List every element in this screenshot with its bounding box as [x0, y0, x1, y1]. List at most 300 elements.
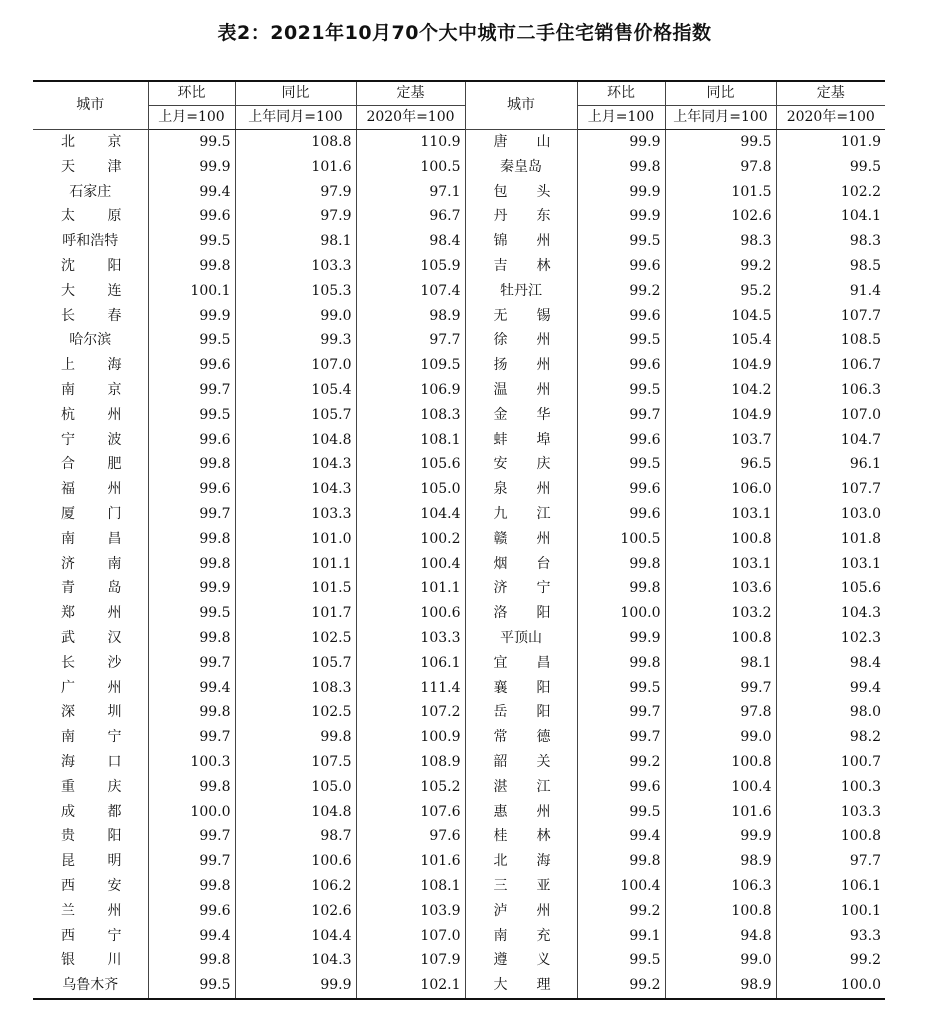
left-yoy-value: 97.9 [235, 204, 356, 229]
left-city-name: 济南 [61, 555, 122, 572]
yoy-column-header-right: 同比 [665, 81, 776, 106]
left-fixed-value: 100.2 [356, 527, 465, 552]
right-fixed-value: 100.7 [776, 750, 885, 775]
left-fixed-value: 111.4 [356, 676, 465, 701]
left-mom-value: 99.9 [148, 304, 235, 329]
left-yoy-value: 108.8 [235, 130, 356, 155]
right-yoy-value: 100.8 [665, 899, 776, 924]
right-mom-value: 99.8 [577, 849, 665, 874]
right-fixed-value: 103.1 [776, 552, 885, 577]
right-fixed-value: 107.7 [776, 477, 885, 502]
table-row [33, 477, 885, 502]
table-row [33, 304, 885, 329]
left-mom-value: 99.6 [148, 353, 235, 378]
left-fixed-value: 103.9 [356, 899, 465, 924]
table-row [33, 254, 885, 279]
left-yoy-value: 101.6 [235, 155, 356, 180]
right-mom-value: 100.0 [577, 601, 665, 626]
table-row [33, 204, 885, 229]
right-mom-value: 99.6 [577, 502, 665, 527]
right-yoy-value: 104.9 [665, 353, 776, 378]
right-yoy-value: 106.3 [665, 874, 776, 899]
right-fixed-value: 99.2 [776, 948, 885, 973]
right-city-name: 九江 [465, 502, 577, 527]
right-yoy-value: 104.2 [665, 378, 776, 403]
table-row [33, 750, 885, 775]
left-mom-value: 99.6 [148, 428, 235, 453]
left-city-name: 石家庄 [69, 183, 112, 200]
table-row [33, 824, 885, 849]
left-city-name: 南京 [61, 381, 122, 398]
right-mom-value: 99.2 [577, 973, 665, 999]
right-yoy-value: 101.5 [665, 180, 776, 205]
right-fixed-value: 104.1 [776, 204, 885, 229]
mom-base-header-left: 上月=100 [148, 106, 235, 130]
left-fixed-value: 98.9 [356, 304, 465, 329]
left-city-name: 青岛 [61, 580, 122, 597]
table-row [33, 328, 885, 353]
right-yoy-value: 100.4 [665, 775, 776, 800]
right-fixed-value: 98.5 [776, 254, 885, 279]
left-yoy-value: 105.7 [235, 403, 356, 428]
right-fixed-value: 91.4 [776, 279, 885, 304]
table-row [33, 924, 885, 949]
right-city-name: 温州 [465, 378, 577, 403]
left-city-name: 合肥 [61, 456, 122, 473]
right-city-name: 赣州 [465, 527, 577, 552]
left-mom-value: 100.0 [148, 800, 235, 825]
left-fixed-value: 108.1 [356, 874, 465, 899]
right-fixed-value: 99.4 [776, 676, 885, 701]
right-city-name: 烟台 [465, 552, 577, 577]
table-row [33, 700, 885, 725]
right-yoy-value: 103.2 [665, 601, 776, 626]
yoy-base-header-right: 上年同月=100 [665, 106, 776, 130]
right-fixed-value: 106.7 [776, 353, 885, 378]
right-fixed-value: 101.9 [776, 130, 885, 155]
right-yoy-value: 101.6 [665, 800, 776, 825]
left-yoy-value: 107.0 [235, 353, 356, 378]
right-mom-value: 99.6 [577, 477, 665, 502]
mom-base-header-right: 上月=100 [577, 106, 665, 130]
left-city-name: 银川 [61, 952, 122, 969]
left-yoy-value: 107.5 [235, 750, 356, 775]
left-yoy-value: 108.3 [235, 676, 356, 701]
right-yoy-value: 98.9 [665, 849, 776, 874]
left-fixed-value: 105.9 [356, 254, 465, 279]
left-mom-value: 99.5 [148, 328, 235, 353]
right-mom-value: 99.8 [577, 155, 665, 180]
right-yoy-value: 98.1 [665, 651, 776, 676]
left-yoy-value: 105.4 [235, 378, 356, 403]
header-row-metrics [33, 81, 885, 106]
left-mom-value: 99.7 [148, 824, 235, 849]
left-mom-value: 99.9 [148, 576, 235, 601]
left-fixed-value: 109.5 [356, 353, 465, 378]
table-row [33, 403, 885, 428]
left-mom-value: 99.6 [148, 204, 235, 229]
right-city-name: 平顶山 [465, 626, 577, 651]
table-row [33, 676, 885, 701]
left-fixed-value: 105.6 [356, 452, 465, 477]
right-yoy-value: 95.2 [665, 279, 776, 304]
right-fixed-value: 104.7 [776, 428, 885, 453]
left-city-name: 西宁 [61, 927, 122, 944]
mom-column-header-left: 环比 [148, 81, 235, 106]
left-city-name: 成都 [61, 803, 122, 820]
left-mom-value: 99.8 [148, 700, 235, 725]
right-yoy-value: 99.0 [665, 725, 776, 750]
right-city-name: 遵义 [465, 948, 577, 973]
right-mom-value: 99.6 [577, 775, 665, 800]
left-city-name: 长春 [61, 307, 122, 324]
table-row [33, 576, 885, 601]
right-fixed-value: 107.0 [776, 403, 885, 428]
left-fixed-value: 97.1 [356, 180, 465, 205]
right-fixed-value: 104.3 [776, 601, 885, 626]
right-fixed-value: 106.3 [776, 378, 885, 403]
left-yoy-value: 105.7 [235, 651, 356, 676]
table-row [33, 651, 885, 676]
right-fixed-value: 101.8 [776, 527, 885, 552]
left-mom-value: 99.8 [148, 254, 235, 279]
right-yoy-value: 98.3 [665, 229, 776, 254]
right-yoy-value: 100.8 [665, 626, 776, 651]
left-fixed-value: 108.1 [356, 428, 465, 453]
left-yoy-value: 99.8 [235, 725, 356, 750]
left-mom-value: 99.6 [148, 477, 235, 502]
right-fixed-value: 108.5 [776, 328, 885, 353]
right-city-name: 宜昌 [465, 651, 577, 676]
right-city-name: 湛江 [465, 775, 577, 800]
table-row [33, 130, 885, 155]
right-mom-value: 99.8 [577, 651, 665, 676]
right-city-name: 丹东 [465, 204, 577, 229]
right-city-name: 安庆 [465, 452, 577, 477]
right-city-name: 泸州 [465, 899, 577, 924]
left-mom-value: 99.8 [148, 452, 235, 477]
right-city-name: 蚌埠 [465, 428, 577, 453]
right-fixed-value: 99.5 [776, 155, 885, 180]
right-mom-value: 99.9 [577, 204, 665, 229]
left-city-name: 沈阳 [61, 257, 122, 274]
left-fixed-value: 108.9 [356, 750, 465, 775]
left-fixed-value: 104.4 [356, 502, 465, 527]
table-row [33, 180, 885, 205]
right-city-name: 大理 [465, 973, 577, 999]
left-mom-value: 99.5 [148, 229, 235, 254]
right-yoy-value: 99.0 [665, 948, 776, 973]
left-fixed-value: 105.2 [356, 775, 465, 800]
table-row [33, 775, 885, 800]
left-city-name: 乌鲁木齐 [33, 973, 148, 999]
left-mom-value: 99.7 [148, 849, 235, 874]
left-city-name: 福州 [61, 481, 122, 498]
left-fixed-value: 107.6 [356, 800, 465, 825]
table-row [33, 948, 885, 973]
left-yoy-value: 103.3 [235, 254, 356, 279]
right-fixed-value: 98.0 [776, 700, 885, 725]
left-city-name: 深圳 [61, 704, 122, 721]
left-yoy-value: 102.5 [235, 626, 356, 651]
yoy-column-header-left: 同比 [235, 81, 356, 106]
table-body [33, 130, 885, 999]
right-mom-value: 99.6 [577, 254, 665, 279]
left-city-name: 郑州 [61, 605, 122, 622]
right-city-name: 南充 [465, 924, 577, 949]
left-yoy-value: 101.5 [235, 576, 356, 601]
left-mom-value: 99.5 [148, 973, 235, 999]
right-yoy-value: 105.4 [665, 328, 776, 353]
right-city-name: 韶关 [465, 750, 577, 775]
right-fixed-value: 93.3 [776, 924, 885, 949]
right-yoy-value: 104.9 [665, 403, 776, 428]
left-yoy-value: 99.9 [235, 973, 356, 999]
left-fixed-value: 101.1 [356, 576, 465, 601]
right-mom-value: 99.9 [577, 626, 665, 651]
right-mom-value: 99.5 [577, 948, 665, 973]
right-fixed-value: 100.0 [776, 973, 885, 999]
left-yoy-value: 101.1 [235, 552, 356, 577]
table-row [33, 502, 885, 527]
right-mom-value: 99.1 [577, 924, 665, 949]
left-yoy-value: 104.8 [235, 428, 356, 453]
right-fixed-value: 102.2 [776, 180, 885, 205]
right-city-name: 济宁 [465, 576, 577, 601]
right-city-name: 常德 [465, 725, 577, 750]
left-city-name: 大连 [61, 282, 122, 299]
left-yoy-value: 106.2 [235, 874, 356, 899]
left-mom-value: 99.7 [148, 502, 235, 527]
left-fixed-value: 105.0 [356, 477, 465, 502]
right-yoy-value: 99.2 [665, 254, 776, 279]
left-city-name: 武汉 [61, 629, 122, 646]
right-yoy-value: 96.5 [665, 452, 776, 477]
left-mom-value: 99.7 [148, 651, 235, 676]
table-row [33, 552, 885, 577]
left-yoy-value: 105.3 [235, 279, 356, 304]
right-yoy-value: 100.8 [665, 527, 776, 552]
right-city-name: 秦皇岛 [465, 155, 577, 180]
left-yoy-value: 101.0 [235, 527, 356, 552]
right-yoy-value: 97.8 [665, 155, 776, 180]
right-city-name: 包头 [465, 180, 577, 205]
right-city-name: 北海 [465, 849, 577, 874]
right-mom-value: 99.2 [577, 750, 665, 775]
left-city-name: 呼和浩特 [62, 233, 119, 250]
right-mom-value: 99.8 [577, 552, 665, 577]
right-fixed-value: 100.8 [776, 824, 885, 849]
left-yoy-value: 100.6 [235, 849, 356, 874]
mom-column-header-right: 环比 [577, 81, 665, 106]
left-yoy-value: 99.0 [235, 304, 356, 329]
table-row [33, 353, 885, 378]
right-yoy-value: 102.6 [665, 204, 776, 229]
left-fixed-value: 101.6 [356, 849, 465, 874]
left-city-name: 昆明 [61, 853, 122, 870]
left-mom-value: 99.7 [148, 378, 235, 403]
fixed-base-header-right: 2020年=100 [776, 106, 885, 130]
right-mom-value: 99.8 [577, 576, 665, 601]
right-mom-value: 99.7 [577, 700, 665, 725]
right-fixed-value: 106.1 [776, 874, 885, 899]
right-mom-value: 99.5 [577, 229, 665, 254]
left-mom-value: 99.7 [148, 725, 235, 750]
right-mom-value: 100.4 [577, 874, 665, 899]
left-city-name: 南宁 [61, 729, 122, 746]
left-mom-value: 99.8 [148, 626, 235, 651]
right-city-name: 泉州 [465, 477, 577, 502]
left-mom-value: 99.4 [148, 180, 235, 205]
left-city-name: 广州 [61, 679, 122, 696]
left-city-name: 北京 [61, 134, 122, 150]
right-mom-value: 99.6 [577, 428, 665, 453]
fixed-base-header-left: 2020年=100 [356, 106, 465, 130]
table-row [33, 973, 885, 999]
city-column-header-right: 城市 [465, 81, 577, 130]
right-yoy-value: 103.1 [665, 502, 776, 527]
left-yoy-value: 99.3 [235, 328, 356, 353]
left-city-name: 宁波 [61, 431, 122, 448]
right-fixed-value: 105.6 [776, 576, 885, 601]
right-fixed-value: 97.7 [776, 849, 885, 874]
yoy-base-header-left: 上年同月=100 [235, 106, 356, 130]
left-yoy-value: 102.5 [235, 700, 356, 725]
left-mom-value: 99.5 [148, 601, 235, 626]
right-city-name: 洛阳 [465, 601, 577, 626]
right-mom-value: 99.2 [577, 899, 665, 924]
right-city-name: 锦州 [465, 229, 577, 254]
table-row [33, 452, 885, 477]
table-row [33, 527, 885, 552]
right-mom-value: 99.9 [577, 180, 665, 205]
left-fixed-value: 106.1 [356, 651, 465, 676]
right-mom-value: 99.5 [577, 676, 665, 701]
left-yoy-value: 98.7 [235, 824, 356, 849]
left-city-name: 厦门 [61, 505, 122, 522]
header-row-bases [33, 106, 885, 130]
right-city-name: 惠州 [465, 800, 577, 825]
left-fixed-value: 102.1 [356, 973, 465, 999]
left-city-name: 贵阳 [61, 828, 122, 845]
price-index-table [33, 80, 885, 1000]
left-fixed-value: 97.7 [356, 328, 465, 353]
right-mom-value: 100.5 [577, 527, 665, 552]
table-row [33, 378, 885, 403]
left-mom-value: 99.5 [148, 403, 235, 428]
left-fixed-value: 100.4 [356, 552, 465, 577]
right-city-name: 牡丹江 [465, 279, 577, 304]
left-fixed-value: 107.0 [356, 924, 465, 949]
left-city-name: 南昌 [61, 530, 122, 547]
right-mom-value: 99.7 [577, 725, 665, 750]
right-mom-value: 99.5 [577, 800, 665, 825]
right-city-name: 扬州 [465, 353, 577, 378]
left-yoy-value: 98.1 [235, 229, 356, 254]
right-yoy-value: 94.8 [665, 924, 776, 949]
left-mom-value: 100.3 [148, 750, 235, 775]
right-yoy-value: 106.0 [665, 477, 776, 502]
left-yoy-value: 104.4 [235, 924, 356, 949]
left-fixed-value: 100.6 [356, 601, 465, 626]
left-city-name: 太原 [61, 208, 122, 225]
left-yoy-value: 104.8 [235, 800, 356, 825]
left-fixed-value: 103.3 [356, 626, 465, 651]
left-fixed-value: 100.5 [356, 155, 465, 180]
left-city-name: 哈尔滨 [69, 332, 112, 349]
left-yoy-value: 101.7 [235, 601, 356, 626]
right-fixed-value: 102.3 [776, 626, 885, 651]
right-mom-value: 99.5 [577, 452, 665, 477]
left-yoy-value: 104.3 [235, 948, 356, 973]
left-city-name: 杭州 [61, 406, 122, 423]
left-fixed-value: 106.9 [356, 378, 465, 403]
right-city-name: 桂林 [465, 824, 577, 849]
right-fixed-value: 98.3 [776, 229, 885, 254]
left-city-name: 海口 [61, 753, 122, 770]
right-yoy-value: 104.5 [665, 304, 776, 329]
table-row [33, 155, 885, 180]
right-mom-value: 99.2 [577, 279, 665, 304]
left-city-name: 天津 [61, 158, 122, 175]
right-city-name: 无锡 [465, 304, 577, 329]
right-mom-value: 99.9 [577, 130, 665, 155]
right-yoy-value: 97.8 [665, 700, 776, 725]
right-city-name: 唐山 [465, 130, 577, 155]
left-city-name: 西安 [61, 877, 122, 894]
left-fixed-value: 107.4 [356, 279, 465, 304]
table-row [33, 899, 885, 924]
left-fixed-value: 108.3 [356, 403, 465, 428]
right-city-name: 吉林 [465, 254, 577, 279]
left-fixed-value: 107.9 [356, 948, 465, 973]
left-fixed-value: 98.4 [356, 229, 465, 254]
right-city-name: 岳阳 [465, 700, 577, 725]
right-mom-value: 99.7 [577, 403, 665, 428]
left-city-name: 上海 [61, 357, 122, 374]
right-city-name: 襄阳 [465, 676, 577, 701]
right-mom-value: 99.4 [577, 824, 665, 849]
left-mom-value: 99.4 [148, 676, 235, 701]
right-fixed-value: 98.4 [776, 651, 885, 676]
left-yoy-value: 104.3 [235, 452, 356, 477]
right-city-name: 徐州 [465, 328, 577, 353]
left-mom-value: 99.8 [148, 552, 235, 577]
left-mom-value: 100.1 [148, 279, 235, 304]
right-city-name: 金华 [465, 403, 577, 428]
right-yoy-value: 103.6 [665, 576, 776, 601]
right-fixed-value: 103.3 [776, 800, 885, 825]
right-city-name: 三亚 [465, 874, 577, 899]
right-mom-value: 99.6 [577, 353, 665, 378]
right-fixed-value: 103.0 [776, 502, 885, 527]
right-yoy-value: 103.7 [665, 428, 776, 453]
fixed-column-header-right: 定基 [776, 81, 885, 106]
table-row [33, 279, 885, 304]
left-mom-value: 99.8 [148, 948, 235, 973]
left-yoy-value: 97.9 [235, 180, 356, 205]
left-fixed-value: 107.2 [356, 700, 465, 725]
right-fixed-value: 96.1 [776, 452, 885, 477]
left-mom-value: 99.6 [148, 899, 235, 924]
right-mom-value: 99.5 [577, 328, 665, 353]
left-city-name: 兰州 [61, 902, 122, 919]
left-fixed-value: 100.9 [356, 725, 465, 750]
right-yoy-value: 99.7 [665, 676, 776, 701]
left-yoy-value: 103.3 [235, 502, 356, 527]
left-mom-value: 99.4 [148, 924, 235, 949]
right-fixed-value: 107.7 [776, 304, 885, 329]
